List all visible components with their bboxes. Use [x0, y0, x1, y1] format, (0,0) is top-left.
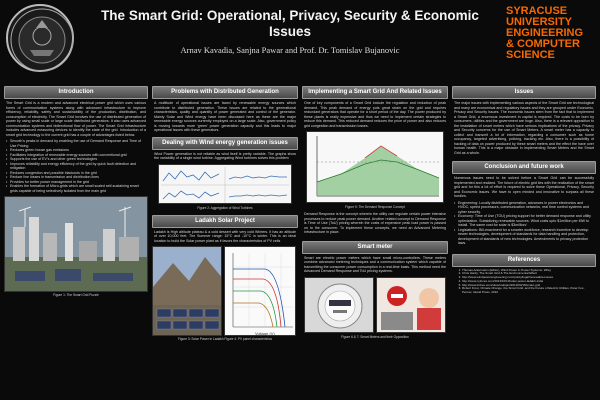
logo-line-3: ENGINEERING	[506, 27, 584, 39]
ladakh-solar-photo	[152, 246, 222, 336]
demand-response-graph	[306, 131, 444, 203]
column-2	[152, 86, 298, 396]
smart-meter-figures	[304, 277, 446, 333]
references-list	[452, 267, 596, 298]
section-heading-introduction: Introduction	[4, 86, 148, 99]
section-heading-smart-meter: Smart meter	[302, 241, 448, 254]
reference-item: 5. http://www.forbes.com/sites/realspin/2013/03/18/smart-grid	[462, 284, 594, 288]
figure-5-caption: Figure 5: The Demand Response Concept	[345, 205, 405, 209]
meter-opposition-image	[376, 277, 446, 333]
list-item: • Engineering: Locally distributed generation, advances in power electronics and HVDC, speed processors, communication networks, real time control systems and cyber security.	[458, 201, 594, 215]
logo-line-4: & COMPUTER	[506, 38, 580, 50]
smart-meter-photo	[304, 277, 374, 333]
reference-item: 2. Chris Hardy, The Smart Grid & The Environmental Effect	[462, 272, 594, 276]
conclusion-paragraph: Numerous issues need to be solved before a Smart Grid can be successfully implemented and realized. The future of electric grid lies with the realization of the smart grid and for this a lot of effort is required to solve these Operational, Privacy, Security and Economic issues. We have to open minded and innovative to surpass all these hurdles.	[454, 176, 594, 198]
logo-line-2: UNIVERSITY	[506, 16, 573, 28]
university-seal-icon	[6, 4, 74, 72]
pv-characteristics-graph	[224, 246, 296, 336]
introduction-paragraph: The Smart Grid is a modern and advanced electrical power grid which uses various forms of communication systems along with advanced infrastructure to improve efficiency, reliability, safety and sustainability of the production, distribution, and consumption of electricity. The Smart Grid involves the use of distributed generation of power by using small scale or large scale distributed generators. It also uses advanced communication systems and bidirectional flow of power. The Smart Grid infrastructure includes advanced measuring devices to identify the state of the grid. Introduction of a smart grid technology to the current grid has a couple of advantages listed below.	[6, 101, 146, 137]
section-heading-distributed-generation: Problems with Distributed Generation	[152, 86, 298, 99]
section-heading-conclusion: Conclusion and future work	[452, 161, 596, 174]
wind-aggregation-graphs-image	[158, 164, 292, 204]
column-1	[4, 86, 148, 396]
list-item: • Provides for better power management in the grid	[10, 180, 146, 185]
pv-graph-xlabel: Voltage (V)	[255, 331, 275, 336]
implementing-paragraph: One of key components of a Smart Grid include the regulation and reduction of peak demand. This peak demand of energy puts great strain on the grid and requires redundant generators that operate for a short period of the day. The power produced by these plants is really expensive and thus we need to implement certain strategies to reduce this demand. This reduced demand reduces the price of power and also reduces grid congestion and transmission losses.	[304, 101, 446, 128]
poster-header	[0, 0, 600, 82]
logo-line-5: SCIENCE	[506, 49, 555, 61]
poster-title: The Smart Grid: Operational, Privacy, Security & Economic Issues	[101, 8, 479, 39]
issues-paragraph: The major issues with implementing various aspects of the Smart Grid are technological and many are economical and regulatory issues and they are grouped under Economic, Privacy and Security issues. The economic issues stem from the fact that to implement a Smart Grid, a enormous investment in capital is required. The costs to be born by consumers, utilities and the government are huge. Also, there is a relevant opposition to the installation of smart meters which have serious implications of the privacy. Privacy and Security concerns for the use of Smart Meters. A smart meter has a capacity to collect and transmit a lot of information, regarding a consumer such as home occupancy, targeted advertising, policing, tracking etc. Also, there is a possibility of hacking of data on power produced by these smart meters and the effect the have over human health. This is a major obstacle in implementing Smart Meters and the Smart Grid as a whole.	[454, 101, 594, 155]
ladakh-paragraph: Ladakh is High altitude plateau & a cold dessert with very cold Winters. It has an altitude of over 10,000 feet. The Summer range: 15°C and -10°C in winter. This is an ideal location to build the Solar power plant as it favors the characteristics of PV cells	[154, 229, 296, 243]
list-item: • Economy: Time of Use (TOU) pricing support for better demand response and utility optimization. Subsidizing renewable sources. Wind costs upto $1million per MW to install. The same cost for solar is $3million/	[458, 214, 594, 228]
list-item: • Reduces congestion and possible blackouts in the grid	[10, 171, 146, 176]
list-item: • Legislations: Bill-enactment for a smarter workforce, research incentive to develop newer technologies, development of standards for data handling and protection, development of standards of new technologies. Amendments to privacy protection laws.	[458, 228, 594, 246]
title-block	[100, 8, 480, 55]
column-3	[302, 86, 448, 396]
list-item: • Reduces green house gas emissions	[10, 148, 146, 153]
reference-item: 6. Robert Frost, Climate Change, the Smart Grid, and the Future of Electric Utilities, Peter Fox-Penner, Island Press, 2010	[462, 287, 594, 295]
reference-item: 3. http://www.windpowerengineering.com/policy/legal/renewable-issues	[462, 276, 594, 280]
list-item: • Enables the formation of Micro-grids which are small scaled self-sustaining smart grids capable of being selectively isolated from the main grid	[10, 184, 146, 193]
wind-paragraph: Wind Power generation is not reliable as wind itself is pretty variable. The graphs show the variability of a single wind turbine. Aggregating Wind turbines solves this problem	[154, 151, 296, 160]
smart-meter-paragraph: Smart are electric power meters which have small micro-controllers. These meters combine advanced metering techniques and a communication system which capable of transmitting the consumer power consumption in a real-time basis. This method need the Advanced Demand Response and ToU pricing systems.	[304, 255, 446, 273]
section-heading-issues: Issues	[452, 86, 596, 99]
figure-2-caption: Figure 2: Aggregation of Wind Turbines	[197, 205, 253, 210]
logo-line-1: SYRACUSE	[506, 5, 568, 17]
list-item: • Reduce line losses in transmission and distribution lines	[10, 175, 146, 180]
reference-item: 1. Thomas Ackermann (Editor), Wind Power in Power Systems, Wiley	[462, 269, 594, 273]
poster-authors: Arnav Kavadia, Sanjna Pawar and Prof. Dr. Tomislav Bujanovic	[180, 45, 400, 55]
figure-6-7-caption: Figure 6 & 7: Smart Meters and their Opposition	[341, 334, 409, 339]
list-item: • Smooth's peaks in demand by enabling the use of Demand Response and Time of Use Pricing	[10, 139, 146, 148]
section-heading-wind: Dealing with Wind energy generation issues	[152, 137, 298, 150]
section-heading-implementing: Implementing a Smart Grid And Related Issues	[302, 86, 448, 99]
list-item: • Facilitates integration of renewable energy sources with conventional grid	[10, 153, 146, 158]
demand-response-paragraph: Demand Response is the concept wherein the utility can regulate certain power intensive processes to reduce peak power demand. Another related concept to Demand Response is Time of Use (ToU) pricing wherein the costs of expensive peak load power is passed on to the consumer. To implement these concepts, we need an Advanced Metering Infrastructure in place.	[304, 212, 446, 234]
college-logo	[506, 6, 596, 61]
figure-1-caption: Figure 1: The Smart Grid Puzzle	[53, 293, 99, 297]
ladakh-figures	[152, 246, 298, 336]
column-4	[452, 86, 596, 396]
smart-grid-puzzle-image	[4, 196, 148, 292]
figure-3-4-caption: Figure 3: Solar Power in Ladakh Figure 4: PV panel characteristics	[177, 337, 273, 341]
section-heading-ladakh: Ladakh Solar Project	[152, 215, 298, 228]
list-item: • Supports the use of EV's and other green technologies	[10, 157, 146, 162]
reference-item: 4. http://www.nytimes.com/2013/10/10/solar-power-ladakh-india	[462, 280, 594, 284]
list-item: • Improves reliability and energy efficiency of the grid by quick fault detection and mitigation	[10, 162, 146, 171]
section-heading-references: References	[452, 254, 596, 267]
introduction-bullet-list	[4, 139, 148, 193]
distributed-generation-paragraph: A multitude of operational issues are faced by renewable energy sources which contribute to distributed generation. These issues are related to the generational characteristics, quality and quantity of power generated and control of the generator. Mainly Solar and Wind energy have been discussed here as these are the major renewable energy sources currently employed on a large scale. Also, government policy is moving towards more 'green' power generation capacity and this leads to major operational issues with these generators.	[154, 101, 296, 132]
conclusion-bullet-list	[452, 201, 596, 246]
